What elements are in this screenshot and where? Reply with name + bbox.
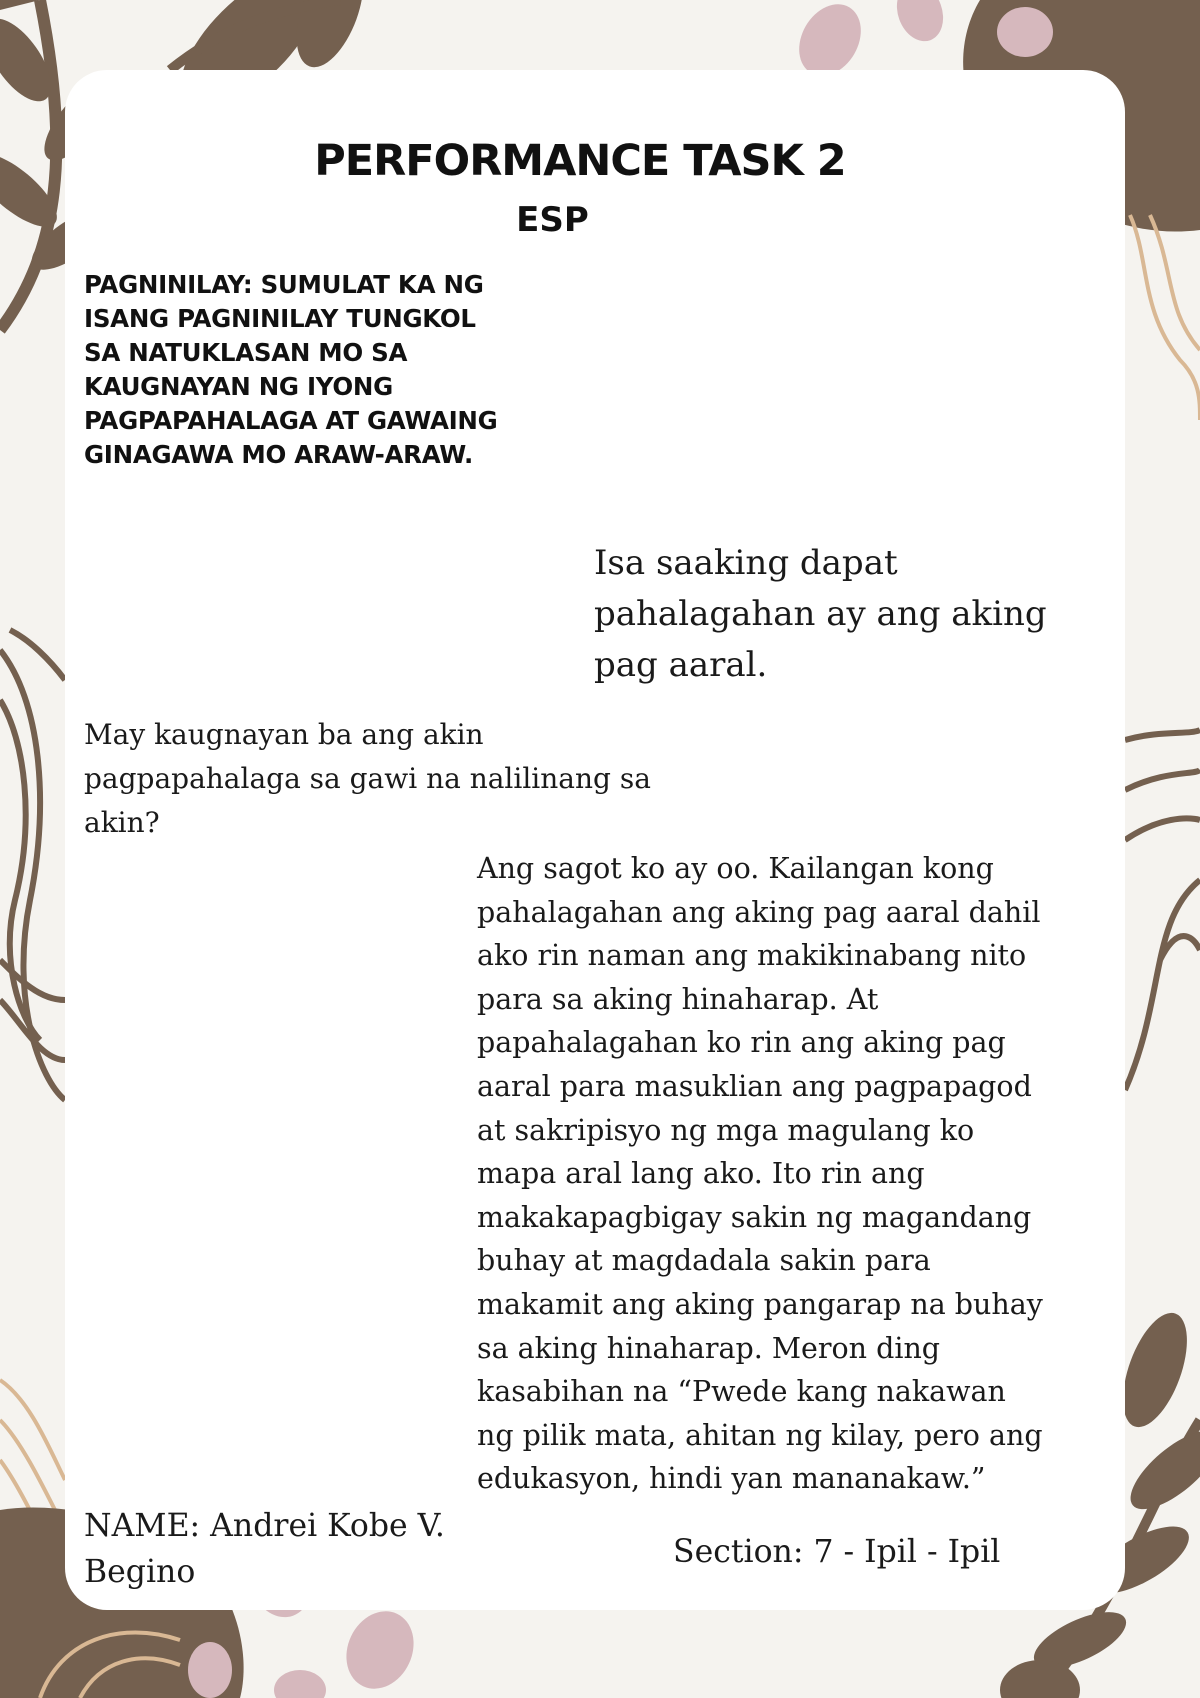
student-section: Section: 7 - Ipil - Ipil xyxy=(673,1534,1001,1570)
student-name: NAME: Andrei Kobe V. Begino xyxy=(84,1508,445,1590)
question-text: May kaugnayan ba ang akin pagpapahalaga sa gawi na nalilinang sa akin? xyxy=(84,718,651,839)
subject-label: ESP xyxy=(516,200,589,240)
value-statement: Isa saaking dapat pahalagahan ay ang aking pag aaral. xyxy=(594,543,1047,685)
instruction-text: PAGNINILAY: SUMULAT KA NG ISANG PAGNINILAY TUNGKOL SA NATUKLASAN MO SA KAUGNAYAN NG IYONG PAGPAPAHALAGA AT GAWAING GINAGAWA MO ARAW-ARAW. xyxy=(84,270,498,469)
contour-lines-right xyxy=(1130,215,1200,420)
contour-lines-right-brown xyxy=(1125,730,1200,1090)
answer-text: Ang sagot ko ay oo. Kailangan kong pahalagahan ang aking pag aaral dahil ako rin naman ang makikinabang nito para sa aking hinaharap. At papahalagahan ko rin ang aking pag aaral para masuklian ang pagpapagod at sakripisyo ng mga magulang ko mapa aral lang ako. Ito rin ang makakapagbigay sakin ng magandang buhay at magdadala sakin para makamit ang aking pangarap na buhay sa aking hinaharap. Meron ding kasabihan na “Pwede kang nakawan ng pilik mata, ahitan ng kilay, pero ang edukasyon, hindi yan mananakaw.” xyxy=(477,852,1043,1496)
document-title: PERFORMANCE TASK 2 xyxy=(314,136,846,186)
contour-lines-left xyxy=(0,630,65,1100)
